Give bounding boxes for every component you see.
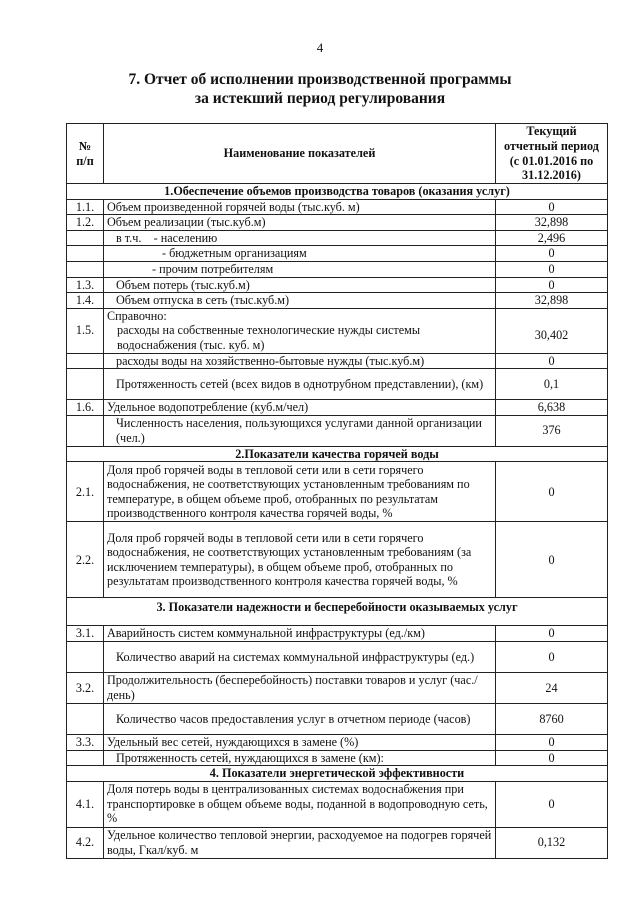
table-row <box>67 641 608 672</box>
row-name: в т.ч. - населению <box>104 230 496 246</box>
section-row <box>67 766 608 782</box>
row-num: 4.2. <box>67 827 104 858</box>
table-row <box>67 293 608 309</box>
row-name: Количество аварий на системах коммунальной инфраструктуры (ед.) <box>104 641 496 672</box>
row-name: Доля потерь воды в централизованных системах водоснабжения при транспортировке в общем объеме воды, поданной в водопроводную сеть, % <box>104 781 496 827</box>
table-header-row <box>67 124 608 184</box>
row-value: 0 <box>496 261 608 277</box>
row-value: 30,402 <box>496 308 608 353</box>
table-row <box>67 261 608 277</box>
row-value: 0 <box>496 246 608 262</box>
table-row <box>67 750 608 766</box>
row-name: Продолжительность (бесперебойность) поставки товаров и услуг (час./день) <box>104 672 496 703</box>
row-num: 1.5. <box>67 308 104 353</box>
row-num-empty <box>67 369 104 400</box>
row-num-empty <box>67 246 104 262</box>
row-num-empty <box>67 415 104 446</box>
row-num: 1.2. <box>67 215 104 231</box>
row-value: 2,496 <box>496 230 608 246</box>
title-line-1: 7. Отчет об исполнении производственной программы <box>128 71 512 88</box>
row-num-empty <box>67 703 104 734</box>
section-row <box>67 598 608 626</box>
table-row <box>67 703 608 734</box>
reference-label: Справочно: <box>107 308 167 323</box>
row-name: Количество часов предоставления услуг в отчетном периоде (часов) <box>104 703 496 734</box>
row-num: 1.3. <box>67 277 104 293</box>
title-line-2: за истекший период регулирования <box>194 90 446 107</box>
header-num: № п/п <box>67 124 104 184</box>
row-name: Удельный вес сетей, нуждающихся в замене (%) <box>104 734 496 750</box>
section-row <box>67 184 608 200</box>
table-row <box>67 672 608 703</box>
row-num: 3.3. <box>67 734 104 750</box>
table-row <box>67 734 608 750</box>
row-value: 0 <box>496 734 608 750</box>
row-num: 3.2. <box>67 672 104 703</box>
row-value: 0,132 <box>496 827 608 858</box>
row-value: 0 <box>496 462 608 522</box>
header-period: Текущий отчетный период (с 01.01.2016 по 31.12.2016) <box>496 124 608 184</box>
row-num: 1.4. <box>67 293 104 309</box>
row-name: Доля проб горячей воды в тепловой сети или в сети горячего водоснабжения, не соответствующих установленным требованиям (за исключением температуры), в общем объеме проб, отобранных по результатам производственного контроля качества горячей воды, % <box>104 522 496 598</box>
row-value: 0 <box>496 277 608 293</box>
row-num: 2.1. <box>67 462 104 522</box>
section-title-3: 3. Показатели надежности и бесперебойности оказываемых услуг <box>67 598 608 626</box>
row-num: 1.1. <box>67 199 104 215</box>
row-name: Удельное количество тепловой энергии, расходуемое на подогрев горячей воды, Гкал/куб. м <box>104 827 496 858</box>
table-row <box>67 230 608 246</box>
row-name: Протяженность сетей (всех видов в однотрубном представлении), (км) <box>104 369 496 400</box>
table-row <box>67 827 608 858</box>
row-num: 4.1. <box>67 781 104 827</box>
row-num-empty <box>67 641 104 672</box>
row-value: 8760 <box>496 703 608 734</box>
section-title-1: 1.Обеспечение объемов производства товаров (оказания услуг) <box>67 184 608 200</box>
table-row <box>67 308 608 353</box>
table-row <box>67 400 608 416</box>
row-num-empty <box>67 353 104 369</box>
row-name: - прочим потребителям <box>104 261 496 277</box>
row-num-empty <box>67 230 104 246</box>
table-row <box>67 415 608 446</box>
row-num: 3.1. <box>67 626 104 642</box>
row-num-empty <box>67 261 104 277</box>
row-name <box>104 308 496 353</box>
row-value: 0,1 <box>496 369 608 400</box>
row-value: 24 <box>496 672 608 703</box>
row-name: Объем отпуска в сеть (тыс.куб.м) <box>104 293 496 309</box>
row-value: 6,638 <box>496 400 608 416</box>
row-value: 32,898 <box>496 293 608 309</box>
row-value: 0 <box>496 522 608 598</box>
row-name: Протяженность сетей, нуждающихся в замене (км): <box>104 750 496 766</box>
table-row <box>67 781 608 827</box>
row-name: - бюджетным организациям <box>104 246 496 262</box>
row-num-empty <box>67 750 104 766</box>
row-num: 1.6. <box>67 400 104 416</box>
table-row <box>67 277 608 293</box>
row-value: 0 <box>496 353 608 369</box>
table-row <box>67 246 608 262</box>
row-value: 0 <box>496 626 608 642</box>
row-value: 376 <box>496 415 608 446</box>
table-row <box>67 199 608 215</box>
row-name: Удельное водопотребление (куб.м/чел) <box>104 400 496 416</box>
row-value: 0 <box>496 199 608 215</box>
row-name: Численность населения, пользующихся услугами данной организации (чел.) <box>104 415 496 446</box>
table-row <box>67 353 608 369</box>
section-title-2: 2.Показатели качества горячей воды <box>67 446 608 462</box>
page-title <box>0 70 640 108</box>
table-row <box>67 522 608 598</box>
row-name: Аварийность систем коммунальной инфраструктуры (ед./км) <box>104 626 496 642</box>
page-number: 4 <box>316 40 324 55</box>
row-num: 2.2. <box>67 522 104 598</box>
table-row <box>67 369 608 400</box>
table-row <box>67 462 608 522</box>
section-row <box>67 446 608 462</box>
row-name: Доля проб горячей воды в тепловой сети или в сети горячего водоснабжения, не соответствующих установленным требованиям по температуре, в общем объеме проб, отобранных по результатам производственного контроля качества горячей воды, % <box>104 462 496 522</box>
row-value: 0 <box>496 781 608 827</box>
row-value: 0 <box>496 750 608 766</box>
section-title-4: 4. Показатели энергетической эффективности <box>67 766 608 782</box>
header-name: Наименование показателей <box>104 124 496 184</box>
table-row <box>67 215 608 231</box>
table-row <box>67 626 608 642</box>
row-name: расходы воды на хозяйственно-бытовые нужды (тыс.куб.м) <box>104 353 496 369</box>
row-name: Объем реализации (тыс.куб.м) <box>104 215 496 231</box>
row-name: Объем потерь (тыс.куб.м) <box>104 277 496 293</box>
reference-sub: расходы на собственные технологические нужды системы водоснабжения (тыс. куб. м) <box>117 323 421 352</box>
row-name: Объем произведенной горячей воды (тыс.куб. м) <box>104 199 496 215</box>
row-value: 32,898 <box>496 215 608 231</box>
row-value: 0 <box>496 641 608 672</box>
report-table <box>66 123 608 859</box>
